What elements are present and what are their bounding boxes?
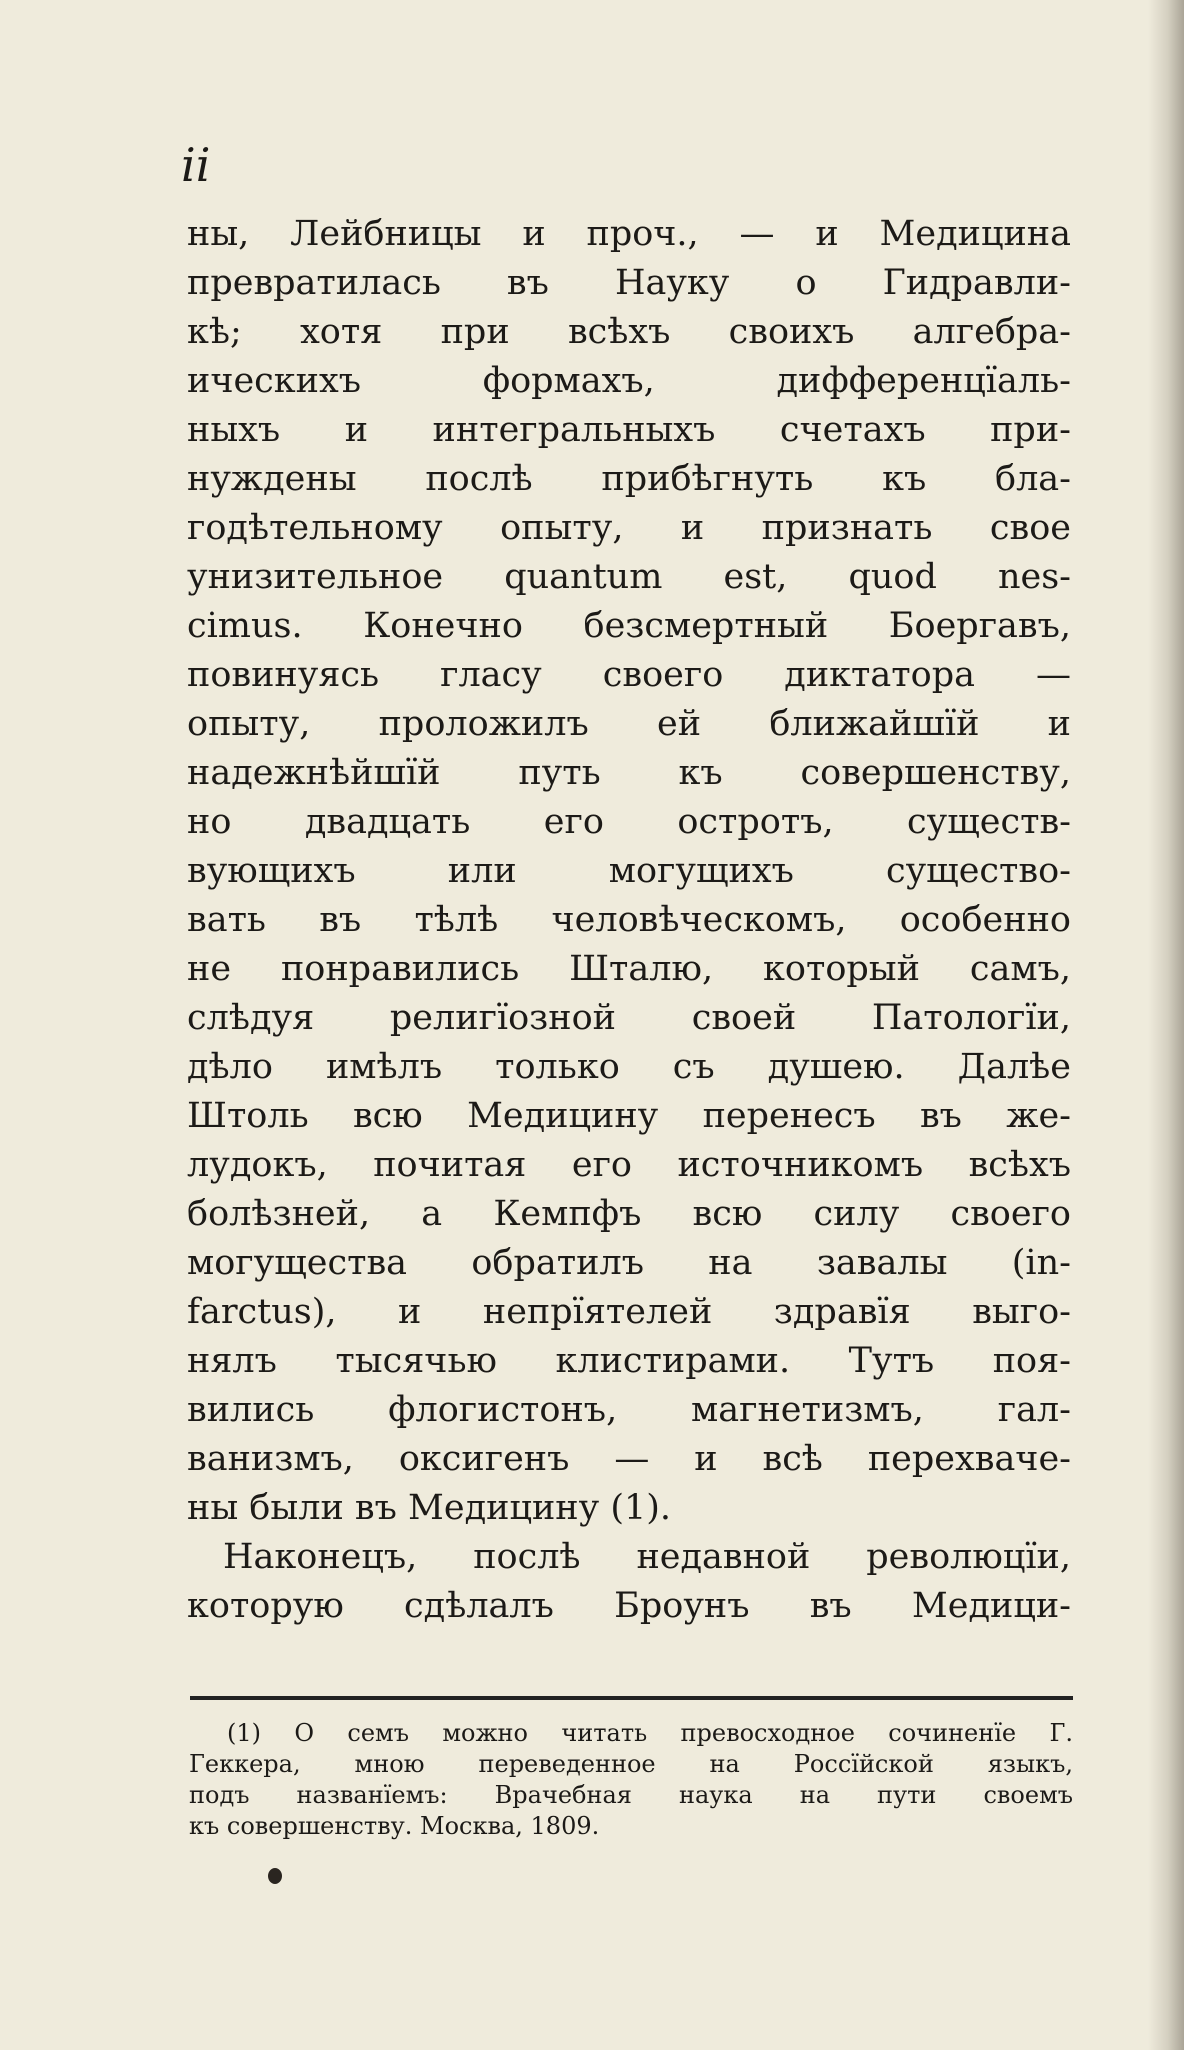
text-line: которую сдѣлалъ Броунъ въ Медици- <box>187 1586 1071 1626</box>
text-line: нуждены послѣ прибѣгнуть къ бла- <box>187 459 1071 499</box>
text-line: превратилась въ Науку о Гидравли- <box>187 263 1071 303</box>
text-line: дѣло имѣлъ только съ душею. Далѣе <box>187 1047 1071 1087</box>
text-line: могущества обратилъ на завалы (in- <box>187 1243 1071 1283</box>
text-line: вать въ тѣлѣ человѣческомъ, особенно <box>187 900 1071 940</box>
text-line: вующихъ или могущихъ существо- <box>187 851 1071 891</box>
footnote <box>189 1718 1073 1842</box>
text-line: надежнѣйшїй путь къ совершенству, <box>187 753 1071 793</box>
text-line: вились флогистонъ, магнетизмъ, гал- <box>187 1390 1071 1430</box>
page-number: ii <box>181 138 211 192</box>
footnote-divider <box>190 1696 1073 1700</box>
text-line: cimus. Конечно безсмертный Боергавъ, <box>187 606 1071 646</box>
text-line: унизительное quantum est, quod nes- <box>187 557 1071 597</box>
text-line: ныхъ и интегральныхъ счетахъ при- <box>187 410 1071 450</box>
text-line: кѣ; хотя при всѣхъ своихъ алгебра- <box>187 312 1071 352</box>
text-line: лудокъ, почитая его источникомъ всѣхъ <box>187 1145 1071 1185</box>
text-line: повинуясь гласу своего диктатора — <box>187 655 1071 695</box>
text-line: ванизмъ, оксигенъ — и всѣ перехваче- <box>187 1439 1071 1479</box>
text-line: слѣдуя религїозной своей Патологїи, <box>187 998 1071 1038</box>
text-line: опыту, проложилъ ей ближайшїй и <box>187 704 1071 744</box>
text-line: но двадцать его остротъ, существ- <box>187 802 1071 842</box>
text-line: болѣзней, а Кемпфъ всю силу своего <box>187 1194 1071 1234</box>
text-line: ны, Лейбницы и проч., — и Медицина <box>187 214 1071 254</box>
footnote-line: къ совершенству. Москва, 1809. <box>189 1812 600 1840</box>
ink-blot <box>268 1868 282 1884</box>
text-line: годѣтельному опыту, и признать свое <box>187 508 1071 548</box>
text-line: Наконецъ, послѣ недавной революцїи, <box>223 1537 1071 1577</box>
text-line: farctus), и непрїятелей здравїя выго- <box>187 1292 1071 1332</box>
text-line: Штоль всю Медицину перенесъ въ же- <box>187 1096 1071 1136</box>
text-line: нялъ тысячью клистирами. Тутъ поя- <box>187 1341 1071 1381</box>
text-line: не понравились Шталю, который самъ, <box>187 949 1071 989</box>
text-line: ическихъ формахъ, дифференцїаль- <box>187 361 1071 401</box>
footnote-line: (1) О семъ можно читать превосходное сочиненїе Г. <box>227 1719 1073 1747</box>
text-line: ны были въ Медицину (1). <box>187 1488 672 1528</box>
footnote-line: Геккера, мною переведенное на Россїйской языкъ, <box>189 1750 1073 1778</box>
page-edge-shadow <box>1148 0 1184 2050</box>
footnote-line: подъ названїемъ: Врачебная наука на пути своемъ <box>189 1781 1073 1809</box>
body-text <box>187 210 1071 1631</box>
